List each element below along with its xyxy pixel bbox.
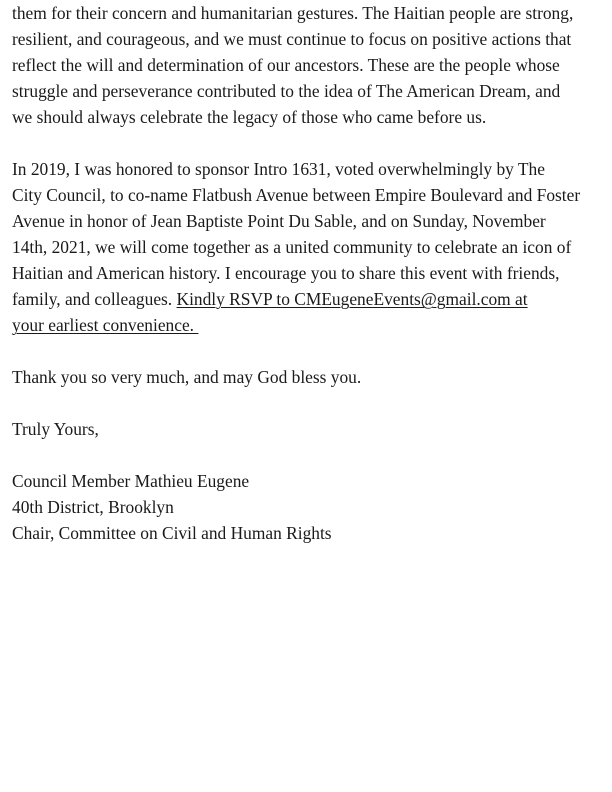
rsvp-email-link-continued[interactable]: your earliest convenience. — [12, 315, 199, 335]
paragraph-spacer — [12, 338, 607, 364]
paragraph-line — [12, 312, 607, 338]
paragraph-line: 14th, 2021, we will come together as a united community to celebrate an icon of — [12, 237, 572, 257]
paragraph-line — [12, 286, 607, 312]
paragraph-spacer — [12, 442, 607, 468]
signer-name: Council Member Mathieu Eugene — [12, 471, 250, 491]
paragraph-line: struggle and perseverance contributed to the idea of The American Dream, and — [12, 81, 561, 101]
paragraph-spacer — [12, 390, 607, 416]
paragraph-event — [12, 156, 607, 338]
letter-page — [12, 0, 607, 546]
valediction: Truly Yours, — [12, 419, 99, 439]
signer-district: 40th District, Brooklyn — [12, 497, 174, 517]
paragraph-line: Haitian and American history. I encourage you to share this event with friends, — [12, 263, 560, 283]
paragraph-line: Avenue in honor of Jean Baptiste Point Du Sable, and on Sunday, November — [12, 211, 546, 231]
paragraph-line: resilient, and courageous, and we must continue to focus on positive actions that — [12, 29, 572, 49]
signature-block — [12, 468, 607, 546]
paragraph-line: we should always celebrate the legacy of those who came before us. — [12, 107, 487, 127]
signer-title: Chair, Committee on Civil and Human Rights — [12, 523, 332, 543]
paragraph-line: them for their concern and humanitarian gestures. The Haitian people are strong, — [12, 3, 574, 23]
paragraph-line: In 2019, I was honored to sponsor Intro 1631, voted overwhelmingly by The — [12, 159, 545, 179]
rsvp-email-link[interactable]: Kindly RSVP to CMEugeneEvents@gmail.com at — [176, 289, 528, 309]
paragraph-heritage — [12, 0, 607, 130]
paragraph-line: reflect the will and determination of our ancestors. These are the people whose — [12, 55, 560, 75]
paragraph-spacer — [12, 130, 607, 156]
paragraph-line-text: family, and colleagues. — [12, 289, 177, 309]
paragraph-line: City Council, to co-name Flatbush Avenue between Empire Boulevard and Foster — [12, 185, 581, 205]
closing-thanks: Thank you so very much, and may God bless you. — [12, 367, 362, 387]
